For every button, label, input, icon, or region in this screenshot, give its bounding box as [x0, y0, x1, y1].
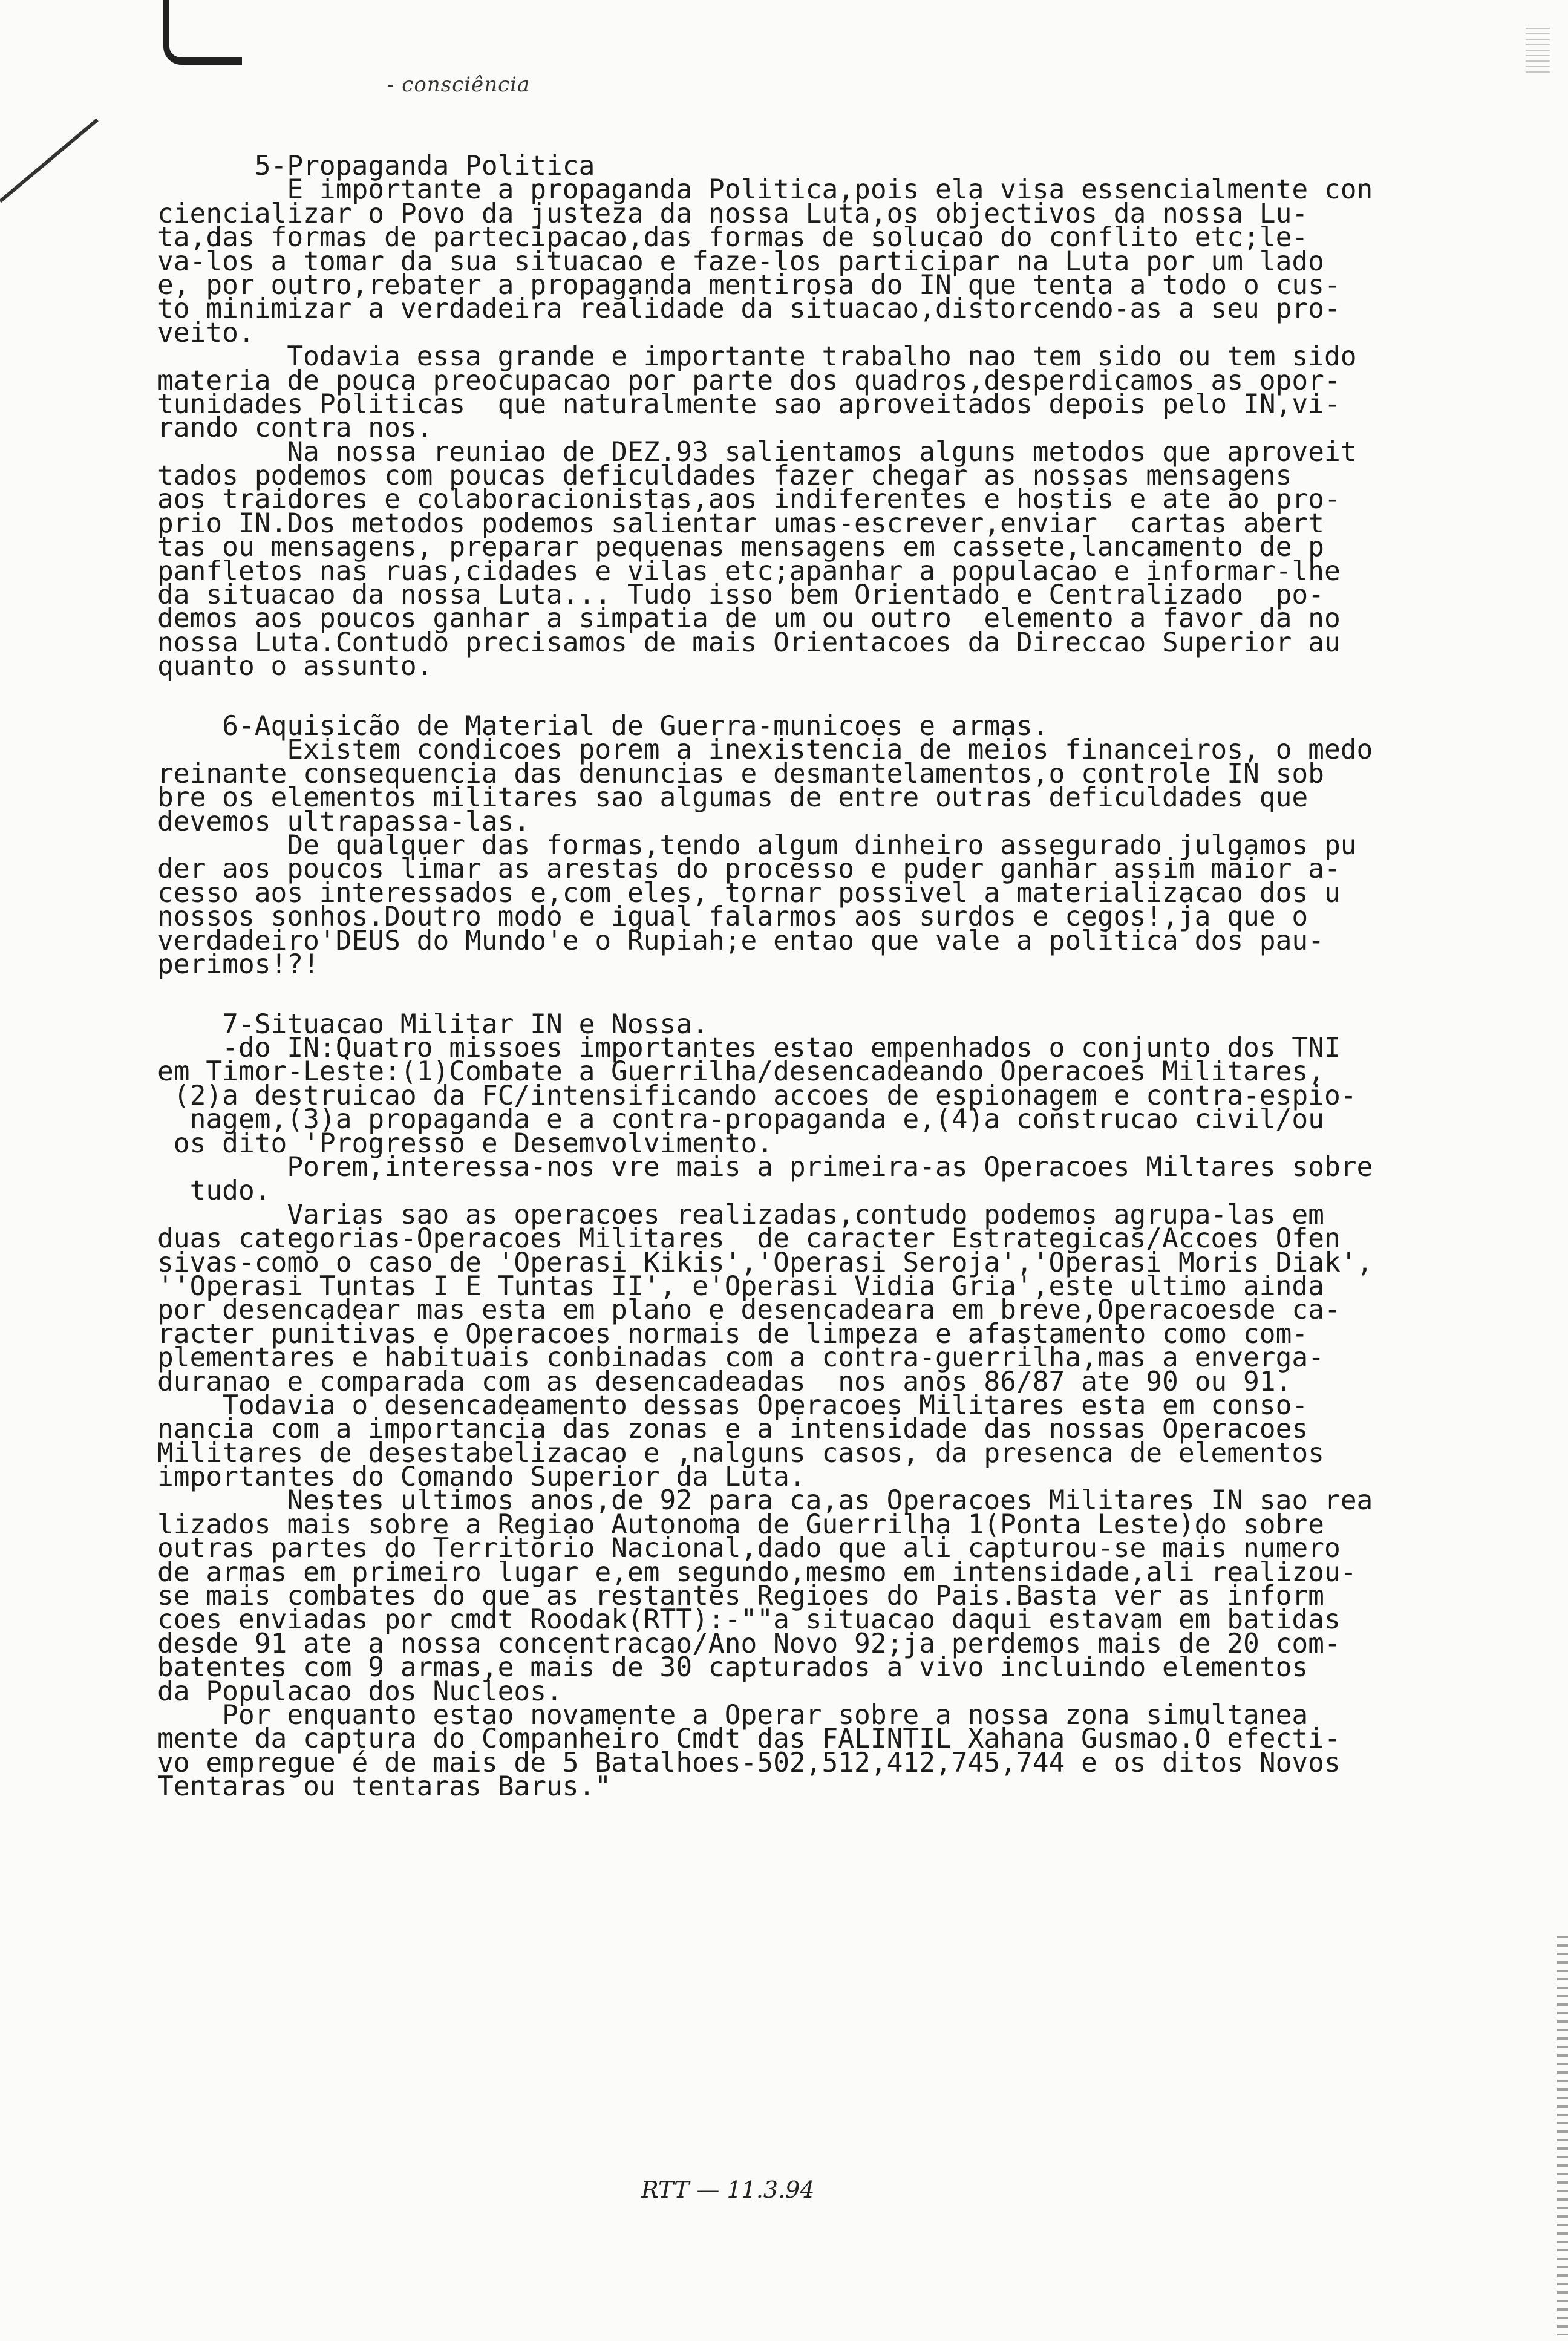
text-line: aos traidores e colaboracionistas,aos indiferentes e hostis e ate ao pro-: [157, 484, 1341, 515]
text-line: Tentaras ou tentaras Barus.": [157, 1771, 612, 1803]
text-line: por desencadear mas esta em plano e desencadeara em breve,Operacoesde ca-: [157, 1295, 1341, 1326]
text-line: ciencializar o Povo da justeza da nossa Luta,os objectivos da nossa Lu-: [157, 198, 1308, 229]
text-line: e, por outro,rebater a propaganda mentirosa do IN que tenta a todo o cus-: [157, 269, 1341, 301]
text-line: nagem,(3)a propaganda e a contra-propaganda e,(4)a construcao civil/ou: [157, 1104, 1324, 1135]
text-line: veito.: [157, 317, 255, 348]
text-line: panfletos nas ruas,cidades e vilas etc;apanhar a populacao e informar-lhe: [157, 555, 1341, 587]
text-line: perimos!?!: [157, 948, 319, 980]
text-line: tunidades Politicas que naturalmente sao aproveitados depois pelo IN,vi-: [157, 388, 1341, 420]
text-line: to minimizar a verdadeira realidade da situacao,distorcendo-as a seu pro-: [157, 293, 1341, 325]
text-line: materia de pouca preocupacao por parte dos quadros,desperdicamos as opor-: [157, 365, 1341, 396]
text-line: Todavia essa grande e importante trabalho nao tem sido ou tem sido: [157, 341, 1357, 373]
text-line: Na nossa reuniao de DEZ.93 salientamos alguns metodos que aproveit: [157, 436, 1357, 468]
text-line: Varias sao as operacoes realizadas,contudo podemos agrupa-las em: [157, 1199, 1324, 1230]
text-line: 7-Situacao Militar IN e Nossa.: [157, 1008, 708, 1040]
text-line: cesso aos interessados e,com eles, tornar possivel a materializacao dos u: [157, 877, 1341, 909]
text-line: de armas em primeiro lugar e,em segundo,mesmo em intensidade,ali realizou-: [157, 1556, 1357, 1588]
text-line: se mais combates do que as restantes Regioes do Pais.Basta ver as inform: [157, 1581, 1324, 1612]
text-line: importantes do Comando Superior da Luta.: [157, 1461, 806, 1493]
text-line: quanto o assunto.: [157, 651, 433, 682]
text-line: Nestes ultimos anos,de 92 para ca,as Operacoes Militares IN sao rea: [157, 1485, 1373, 1517]
document-body: [157, 151, 1482, 1803]
text-line: mente da captura do Companheiro Cmdt das FALINTIL Xahana Gusmao.O efecti-: [157, 1723, 1341, 1755]
text-line: rando contra nos.: [157, 413, 433, 444]
section-aquisicao-material: [157, 710, 1482, 980]
text-line: sivas-como o caso de 'Operasi Kikis','Operasi Seroja','Operasi Moris Diak',: [157, 1247, 1373, 1278]
scan-artifact-edge: [1557, 1936, 1568, 2335]
text-line: nancia com a importancia das zonas e a intensidade das nossas Operacoes: [157, 1414, 1308, 1445]
text-line: lizados mais sobre a Regiao Autonoma de Guerrilha 1(Ponta Leste)do sobre: [157, 1509, 1324, 1540]
text-line: prio IN.Dos metodos podemos salientar umas-escrever,enviar cartas abert: [157, 508, 1324, 539]
text-line: Existem condicoes porem a inexistencia de meios financeiros, o medo: [157, 734, 1373, 766]
text-line: tados podemos com poucas deficuldades fazer chegar as nossas mensagens: [157, 460, 1292, 492]
text-line: 6-Aquisicão de Material de Guerra-municoes e armas.: [157, 710, 1049, 742]
text-line: plementares e habituais conbinadas com a contra-guerrilha,mas a enverga-: [157, 1342, 1324, 1374]
text-line: outras partes do Territorio Nacional,dado que ali capturou-se mais numero: [157, 1533, 1341, 1564]
scan-artifact-stroke: [0, 119, 99, 203]
text-line: duas categorias-Operacoes Militares de caracter Estrategicas/Accoes Ofen: [157, 1223, 1341, 1255]
handwritten-note: - consciência: [387, 73, 531, 97]
text-line: (2)a destruicao da FC/intensificando accoes de espionagem e contra-espio-: [157, 1080, 1357, 1111]
text-line: os dito 'Progresso e Desemvolvimento.: [157, 1128, 774, 1159]
text-line: verdadeiro'DEUS do Mundo'e o Rupiah;e entao que vale a politica dos pau-: [157, 925, 1324, 956]
text-line: -do IN:Quatro missoes importantes estao empenhados o conjunto dos TNI: [157, 1033, 1341, 1064]
text-line: racter punitivas e Operacoes normais de limpeza e afastamento como com-: [157, 1318, 1308, 1350]
text-line: devemos ultrapassa-las.: [157, 806, 531, 837]
text-line: Porem,interessa-nos vre mais a primeira-as Operacoes Miltares sobre: [157, 1152, 1373, 1183]
section-propaganda-politica: [157, 151, 1482, 682]
signature-note: RTT — 11.3.94: [641, 2176, 815, 2203]
text-line: Todavia o desencadeamento dessas Operacoes Militares esta em conso-: [157, 1389, 1308, 1421]
text-line: coes enviadas por cmdt Roodak(RTT):-""a situacao daqui estavam em batidas: [157, 1604, 1341, 1636]
text-line: der aos poucos limar as arestas do processo e puder ganhar assim maior a-: [157, 854, 1341, 885]
text-line: batentes com 9 armas,e mais de 30 capturados a vivo incluindo elementos: [157, 1652, 1308, 1683]
scan-artifact-dots: [1526, 24, 1550, 73]
text-line: De qualquer das formas,tendo algum dinheiro assegurado julgamos pu: [157, 829, 1357, 861]
scan-artifact-corner: [163, 0, 242, 65]
section-situacao-militar: [157, 1008, 1482, 1803]
text-line: tas ou mensagens, preparar pequenas mensagens em cassete,lancamento de p: [157, 532, 1324, 563]
text-line: nossos sonhos.Doutro modo e igual falarmos aos surdos e cegos!,ja que o: [157, 901, 1308, 933]
section-gap: [157, 976, 1482, 1000]
text-line: Por enquanto estao novamente a Operar sobre a nossa zona simultanea: [157, 1700, 1308, 1731]
section-gap: [157, 679, 1482, 702]
text-line: tudo.: [157, 1175, 271, 1207]
text-line: da situacao da nossa Luta... Tudo isso bem Orientado e Centralizado po-: [157, 580, 1324, 611]
text-line: E importante a propaganda Politica,pois ela visa essencialmente con: [157, 174, 1373, 206]
text-line: ''Operasi Tuntas I E Tuntas II', e'Operasi Vidia Gria',este ultimo ainda: [157, 1270, 1324, 1302]
text-line: em Timor-Leste:(1)Combate a Guerrilha/desencadeando Operacoes Militares,: [157, 1056, 1324, 1088]
text-line: duranao e comparada com as desencadeadas nos anos 86/87 ate 90 ou 91.: [157, 1366, 1292, 1397]
text-line: bre os elementos militares sao algumas de entre outras deficuldades que: [157, 782, 1308, 814]
text-line: nossa Luta.Contudo precisamos de mais Orientacoes da Direccao Superior au: [157, 627, 1341, 658]
text-line: Militares de desestabelizacao e ,nalguns casos, da presenca de elementos: [157, 1437, 1324, 1469]
text-line: ta,das formas de partecipacao,das formas de solucao do conflito etc;le-: [157, 222, 1308, 253]
text-line: da Populacao dos Nucleos.: [157, 1676, 563, 1707]
text-line: demos aos poucos ganhar a simpatia de um ou outro elemento a favor da no: [157, 603, 1341, 635]
text-line: reinante consequencia das denuncias e desmantelamentos,o controle IN sob: [157, 758, 1324, 789]
text-line: 5-Propaganda Politica: [157, 151, 595, 181]
text-line: vo empregue é de mais de 5 Batalhoes-502,512,412,745,744 e os ditos Novos: [157, 1747, 1341, 1778]
text-line: va-los a tomar da sua situacao e faze-los participar na Luta por um lado: [157, 246, 1324, 277]
text-line: desde 91 ate a nossa concentracao/Ano Novo 92;ja perdemos mais de 20 com-: [157, 1628, 1341, 1659]
